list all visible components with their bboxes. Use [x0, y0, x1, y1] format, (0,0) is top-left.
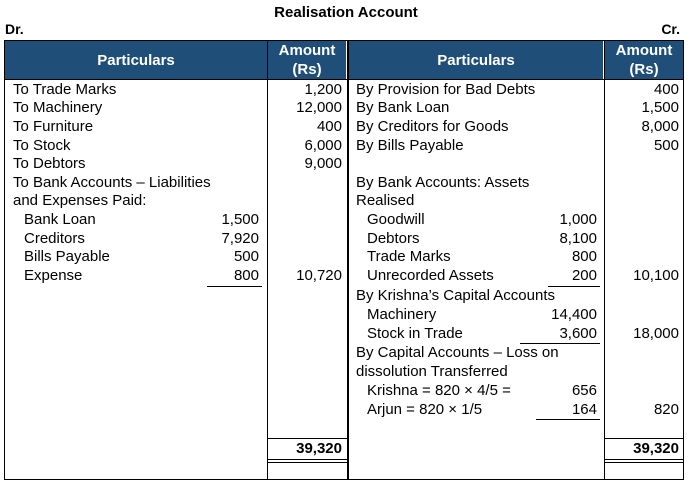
credit-krishna-item-value: 3,600 [559, 325, 597, 342]
account-title: Realisation Account [274, 4, 418, 21]
debit-total-double-rule-2 [267, 462, 348, 463]
debit-furniture-amount: 400 [316, 118, 342, 135]
debit-stock-amount: 6,000 [304, 137, 342, 154]
credit-grand-total: 39,320 [633, 440, 679, 457]
debit-debtors-amount: 9,000 [304, 155, 342, 172]
debit-total-top-rule [267, 438, 348, 439]
header-amount-left-line2: (Rs) [292, 61, 322, 78]
debit-bank-item-label: Creditors [24, 230, 85, 247]
debit-bank-header-line2: and Expenses Paid: [13, 192, 147, 209]
credit-loss-item-label: Arjun = 820 × 1/5 [367, 401, 483, 418]
credit-assets-subtotal-rule [548, 286, 600, 287]
debit-bank-item-label: Bills Payable [24, 248, 110, 265]
debit-bank-item-value: 800 [233, 267, 259, 284]
credit-bills-payable-amount: 500 [653, 137, 679, 154]
debit-bank-item-label: Bank Loan [24, 211, 96, 228]
credit-creditors-amount: 8,000 [641, 118, 679, 135]
debit-debtors-label: To Debtors [13, 155, 86, 172]
debit-machinery-label: To Machinery [13, 99, 103, 116]
column-divider-2 [347, 40, 349, 480]
debit-total-double-rule-1 [267, 459, 348, 460]
debit-bank-total: 10,720 [296, 267, 342, 284]
credit-bad-debts-amount: 400 [653, 81, 679, 98]
debit-bank-item-value: 1,500 [221, 211, 259, 228]
credit-krishna-item-label: Stock in Trade [367, 325, 463, 342]
credit-total-double-rule-1 [604, 459, 684, 460]
credit-asset-value: 200 [571, 267, 597, 284]
credit-bills-payable-label: By Bills Payable [356, 137, 464, 154]
header-amount-left-line1: Amount [278, 42, 336, 59]
credit-krishna-item-label: Machinery [367, 306, 437, 323]
header-particulars-right-text: Particulars [437, 51, 515, 69]
credit-bad-debts-label: By Provision for Bad Debts [356, 81, 536, 98]
debit-trade-marks-amount: 1,200 [304, 81, 342, 98]
debit-stock-label: To Stock [13, 137, 71, 154]
credit-asset-label: Unrecorded Assets [367, 267, 494, 284]
credit-assets-header-line2: Realised [356, 192, 415, 209]
credit-label: Cr. [661, 21, 680, 37]
credit-bank-loan-amount: 1,500 [641, 99, 679, 116]
credit-loss-subtotal-rule [536, 419, 600, 420]
credit-loss-item-value: 656 [571, 382, 597, 399]
credit-loss-item-value: 164 [571, 401, 597, 418]
credit-creditors-label: By Creditors for Goods [356, 118, 509, 135]
credit-asset-label: Trade Marks [367, 248, 451, 265]
credit-total-double-rule-2 [604, 462, 684, 463]
credit-loss-total: 820 [653, 401, 679, 418]
credit-krishna-total: 18,000 [633, 325, 679, 342]
debit-grand-total: 39,320 [296, 440, 342, 457]
credit-asset-value: 1,000 [559, 211, 597, 228]
header-amount-left [268, 41, 346, 79]
debit-bank-subtotal-rule [207, 286, 262, 287]
column-divider-3 [604, 40, 605, 480]
credit-asset-value: 8,100 [559, 230, 597, 247]
credit-loss-item-label: Krishna = 820 × 4/5 = [367, 382, 511, 399]
credit-krishna-item-value: 14,400 [551, 306, 597, 323]
debit-bank-item-value: 500 [233, 248, 259, 265]
credit-bank-loan-label: By Bank Loan [356, 99, 450, 116]
credit-asset-value: 800 [571, 248, 597, 265]
debit-machinery-amount: 12,000 [296, 99, 342, 116]
header-amount-right [605, 41, 683, 79]
credit-asset-label: Goodwill [367, 211, 425, 228]
column-divider-1 [267, 40, 268, 480]
debit-bank-header-line1: To Bank Accounts – Liabilities [13, 174, 211, 191]
header-particulars-left-text: Particulars [97, 51, 175, 69]
debit-furniture-label: To Furniture [13, 118, 94, 135]
credit-loss-header-line1: By Capital Accounts – Loss on [356, 344, 559, 361]
header-divider [4, 79, 684, 80]
debit-label: Dr. [5, 21, 24, 37]
header-particulars-right [349, 41, 603, 79]
credit-assets-header-line1: By Bank Accounts: Assets [356, 174, 530, 191]
debit-bank-item-label: Expense [24, 267, 83, 284]
debit-bank-item-value: 7,920 [221, 230, 259, 247]
debit-trade-marks-label: To Trade Marks [13, 81, 117, 98]
credit-asset-label: Debtors [367, 230, 420, 247]
header-amount-right-line1: Amount [615, 42, 673, 59]
credit-total-top-rule [604, 438, 684, 439]
header-amount-right-line2: (Rs) [629, 61, 659, 78]
credit-assets-total: 10,100 [633, 267, 679, 284]
credit-krishna-header: By Krishna’s Capital Accounts [356, 287, 555, 304]
credit-loss-header-line2: dissolution Transferred [356, 363, 508, 380]
header-particulars-left [5, 41, 267, 79]
